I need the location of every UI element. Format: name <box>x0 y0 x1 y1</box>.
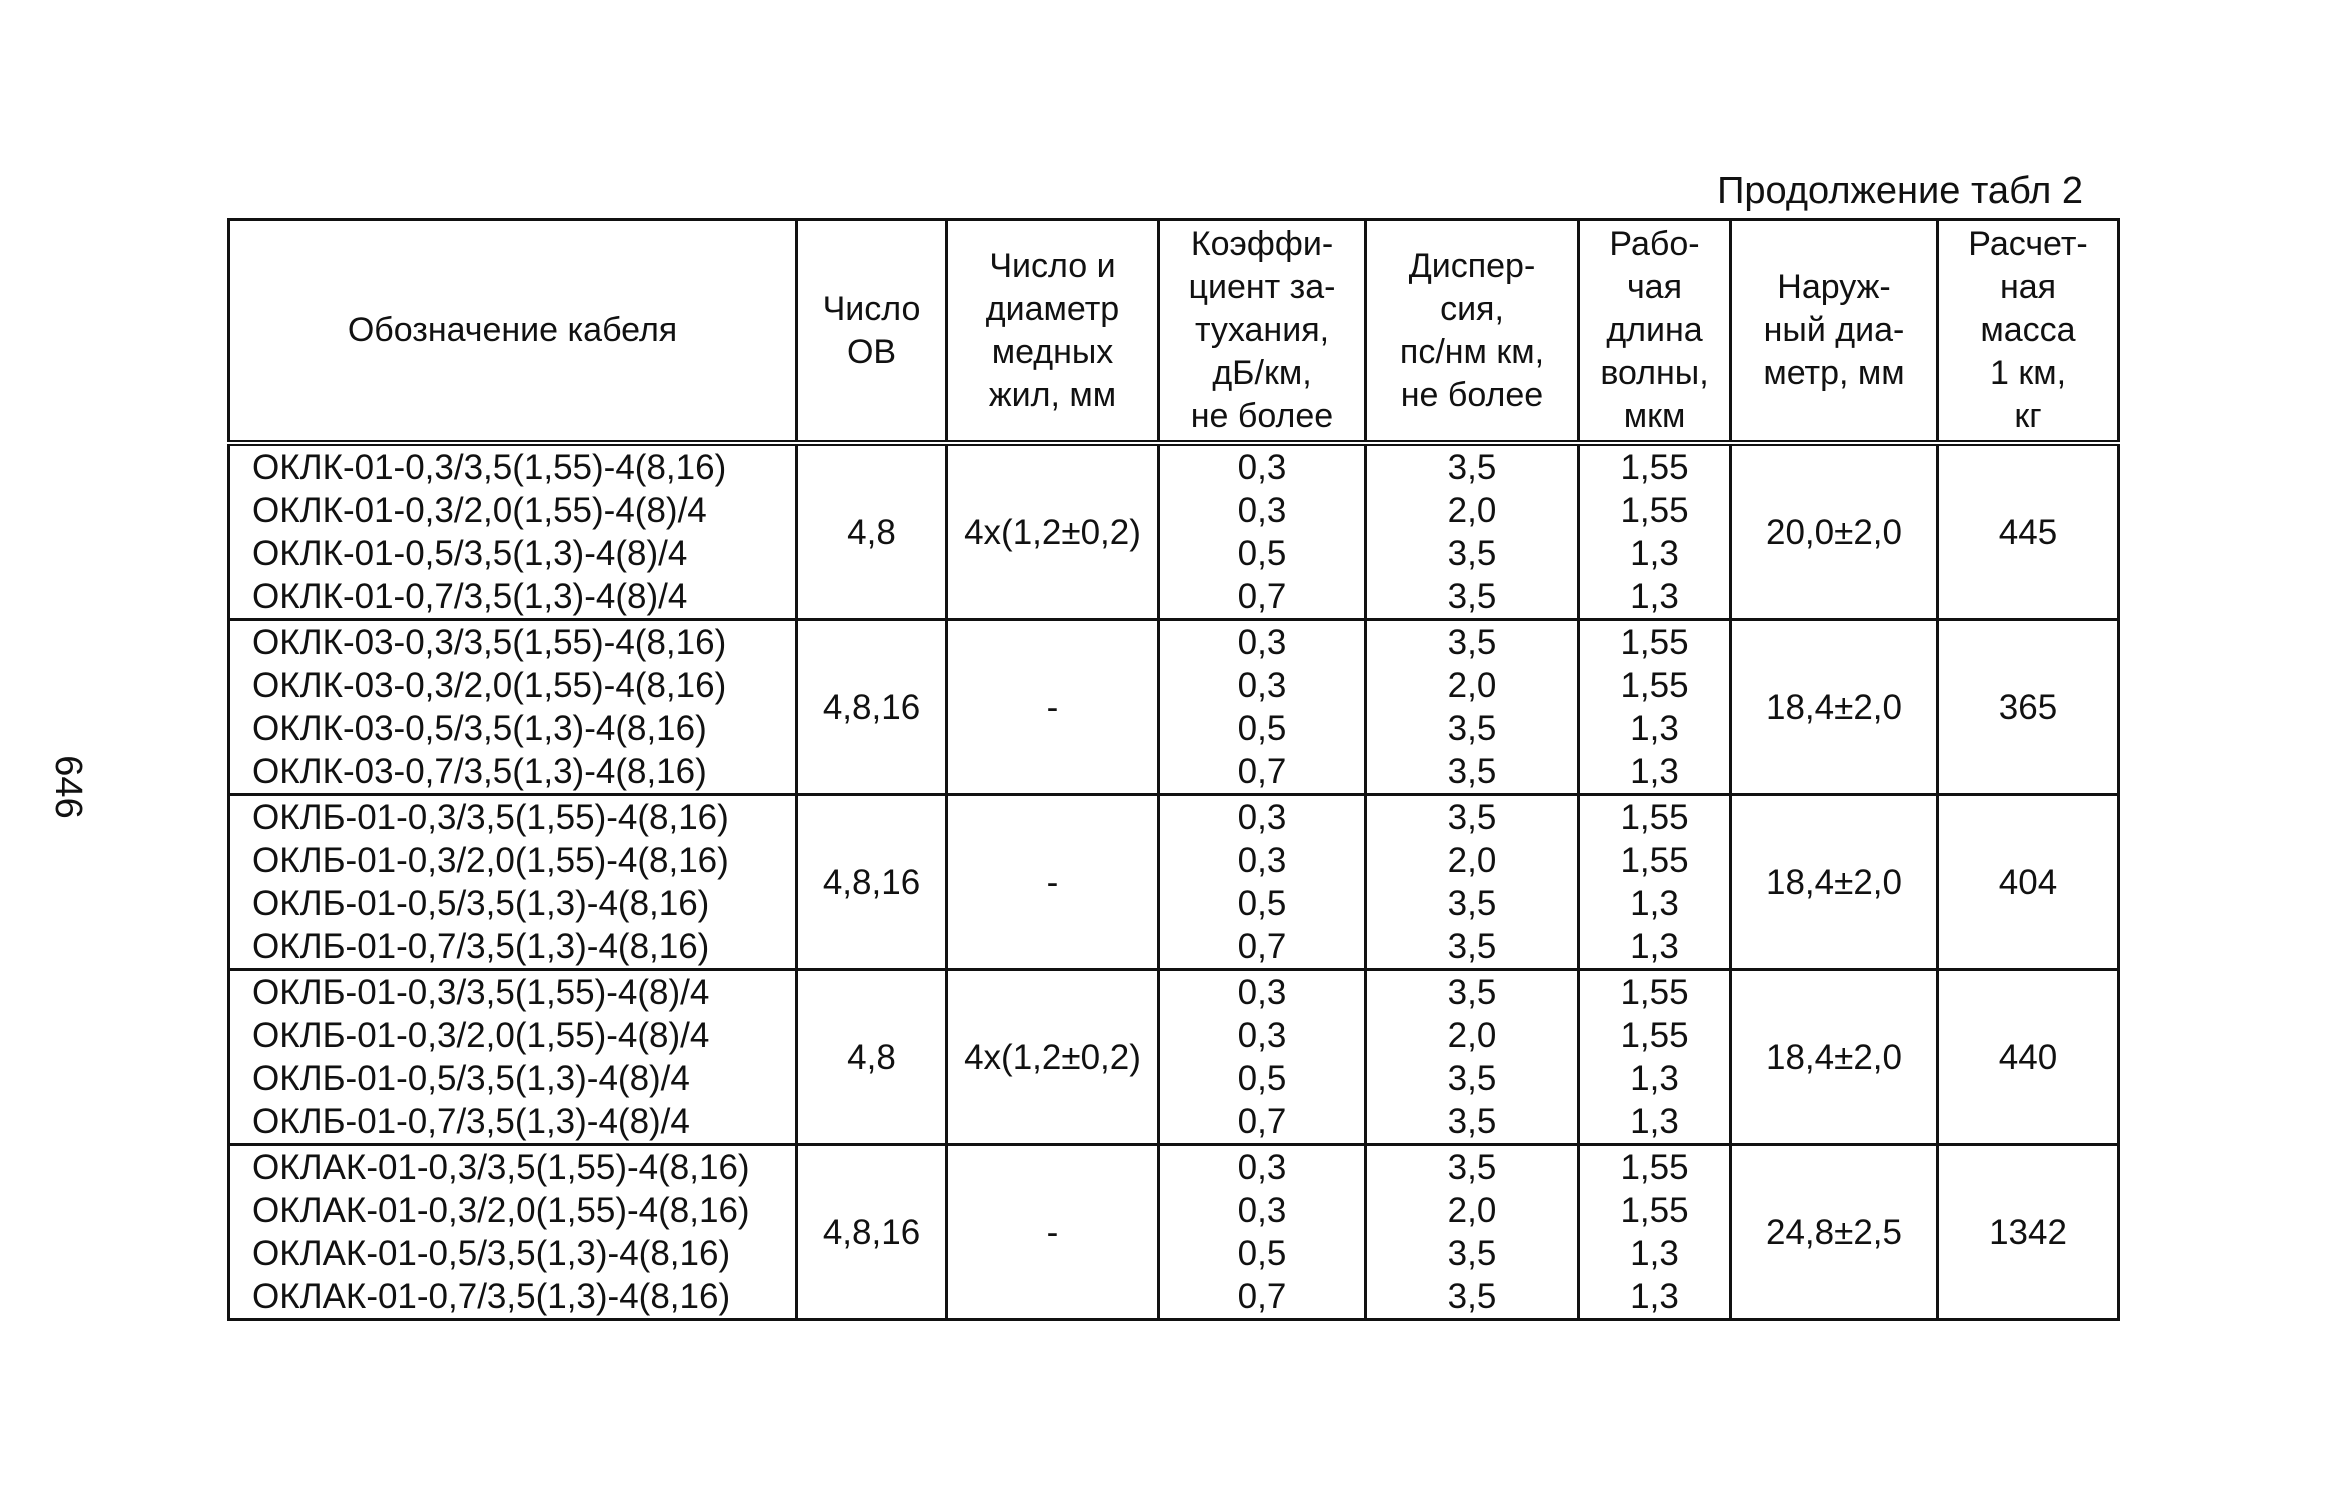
dispersion-value: 3,5 <box>1447 884 1497 923</box>
header-line: Рабо- <box>1609 225 1700 263</box>
attenuation-value: 0,7 <box>1237 1277 1287 1316</box>
copper-cell: - <box>947 795 1159 970</box>
header-mass <box>1938 220 2119 444</box>
cable-designation: ОКЛК-01-0,3/2,0(1,55)-4(8)/4 <box>252 491 707 530</box>
header-outer-diameter <box>1731 220 1938 444</box>
attenuation-value: 0,7 <box>1237 577 1287 616</box>
cable-designation: ОКЛБ-01-0,5/3,5(1,3)-4(8)/4 <box>252 1059 690 1098</box>
header-dispersion <box>1366 220 1579 444</box>
header-line: не более <box>1400 375 1544 414</box>
dispersion-value: 3,5 <box>1447 709 1497 748</box>
cable-designation-cell <box>229 443 797 620</box>
wavelength-cell <box>1579 795 1731 970</box>
outer-diameter-cell: 18,4±2,0 <box>1731 795 1938 970</box>
dispersion-value: 2,0 <box>1447 666 1497 705</box>
header-row <box>229 220 2119 444</box>
table-row <box>229 620 2119 795</box>
attenuation-value: 0,3 <box>1237 491 1287 530</box>
mass-cell: 445 <box>1938 443 2119 620</box>
header-line: ная <box>1999 268 2057 306</box>
dispersion-value: 3,5 <box>1447 577 1497 616</box>
attenuation-value: 0,3 <box>1237 1016 1287 1055</box>
cable-designation: ОКЛАК-01-0,5/3,5(1,3)-4(8,16) <box>252 1234 731 1273</box>
header-attenuation <box>1159 220 1366 444</box>
table-row <box>229 443 2119 620</box>
copper-cell: - <box>947 1145 1159 1320</box>
header-line: дБ/км, <box>1212 354 1312 392</box>
header-fiber-count <box>797 220 947 444</box>
mass-cell: 440 <box>1938 970 2119 1145</box>
cable-designation: ОКЛБ-01-0,5/3,5(1,3)-4(8,16) <box>252 884 710 923</box>
cable-designation: ОКЛК-03-0,5/3,5(1,3)-4(8,16) <box>252 709 707 748</box>
wavelength-value: 1,3 <box>1630 709 1679 748</box>
header-line: Обозначение кабеля <box>347 311 678 349</box>
cable-designation: ОКЛК-01-0,3/3,5(1,55)-4(8,16) <box>252 448 727 487</box>
attenuation-value: 0,3 <box>1237 666 1287 705</box>
cable-designation: ОКЛК-03-0,7/3,5(1,3)-4(8,16) <box>252 752 707 791</box>
wavelength-value: 1,3 <box>1630 927 1679 966</box>
wavelength-value: 1,55 <box>1620 623 1689 662</box>
copper-cell: 4х(1,2±0,2) <box>947 970 1159 1145</box>
fiber-count-cell: 4,8,16 <box>797 620 947 795</box>
header-line: жил, мм <box>988 375 1117 414</box>
header-line: 1 км, <box>1989 354 2067 392</box>
header-line: Расчет- <box>1968 225 2088 263</box>
dispersion-value: 3,5 <box>1447 752 1497 791</box>
dispersion-value: 2,0 <box>1447 1191 1497 1230</box>
outer-diameter-cell: 18,4±2,0 <box>1731 620 1938 795</box>
dispersion-cell <box>1366 795 1579 970</box>
header-copper <box>947 220 1159 444</box>
outer-diameter-cell: 18,4±2,0 <box>1731 970 1938 1145</box>
attenuation-value: 0,3 <box>1237 1148 1287 1187</box>
table-caption: Продолжение табл 2 <box>1717 170 2083 212</box>
dispersion-value: 2,0 <box>1447 841 1497 880</box>
cable-designation: ОКЛБ-01-0,7/3,5(1,3)-4(8)/4 <box>252 1102 690 1141</box>
header-designation <box>229 220 797 444</box>
header-line: не более <box>1190 397 1334 435</box>
attenuation-value: 0,5 <box>1237 884 1287 923</box>
attenuation-value: 0,5 <box>1237 709 1287 748</box>
outer-diameter-cell: 20,0±2,0 <box>1731 443 1938 620</box>
header-line: Коэффи- <box>1190 225 1334 263</box>
attenuation-cell <box>1159 970 1366 1145</box>
wavelength-value: 1,55 <box>1620 1148 1689 1187</box>
table-row <box>229 1145 2119 1320</box>
mass-cell: 404 <box>1938 795 2119 970</box>
wavelength-value: 1,55 <box>1620 1191 1689 1230</box>
attenuation-value: 0,3 <box>1237 623 1287 662</box>
wavelength-value: 1,55 <box>1620 491 1689 530</box>
attenuation-value: 0,3 <box>1237 1191 1287 1230</box>
dispersion-value: 3,5 <box>1447 448 1497 487</box>
attenuation-value: 0,3 <box>1237 448 1287 487</box>
cable-designation: ОКЛБ-01-0,3/3,5(1,55)-4(8,16) <box>252 798 729 837</box>
cable-spec-table <box>227 218 2120 1321</box>
dispersion-value: 3,5 <box>1447 534 1497 573</box>
wavelength-value: 1,3 <box>1630 1277 1679 1316</box>
header-wavelength <box>1579 220 1731 444</box>
mass-cell: 1342 <box>1938 1145 2119 1320</box>
copper-cell: 4х(1,2±0,2) <box>947 443 1159 620</box>
cable-designation-cell <box>229 1145 797 1320</box>
attenuation-value: 0,5 <box>1237 534 1287 573</box>
table-row <box>229 970 2119 1145</box>
dispersion-value: 3,5 <box>1447 1059 1497 1098</box>
table-row <box>229 795 2119 970</box>
header-line: мкм <box>1623 397 1686 435</box>
dispersion-value: 3,5 <box>1447 927 1497 966</box>
cable-designation-cell <box>229 620 797 795</box>
cable-designation: ОКЛАК-01-0,3/3,5(1,55)-4(8,16) <box>252 1148 750 1187</box>
attenuation-value: 0,3 <box>1237 973 1287 1012</box>
attenuation-cell <box>1159 443 1366 620</box>
header-line: ный диа- <box>1763 311 1905 349</box>
outer-diameter-cell: 24,8±2,5 <box>1731 1145 1938 1320</box>
wavelength-value: 1,3 <box>1630 884 1679 923</box>
header-line: Число <box>822 289 921 328</box>
copper-cell: - <box>947 620 1159 795</box>
header-line: медных <box>991 332 1114 371</box>
dispersion-cell <box>1366 970 1579 1145</box>
header-line: кг <box>2014 397 2042 435</box>
attenuation-value: 0,5 <box>1237 1059 1287 1098</box>
wavelength-value: 1,55 <box>1620 973 1689 1012</box>
dispersion-value: 3,5 <box>1447 623 1497 662</box>
dispersion-cell <box>1366 443 1579 620</box>
dispersion-value: 3,5 <box>1447 1148 1497 1187</box>
attenuation-value: 0,3 <box>1237 798 1287 837</box>
attenuation-value: 0,3 <box>1237 841 1287 880</box>
attenuation-cell <box>1159 795 1366 970</box>
wavelength-value: 1,3 <box>1630 1102 1679 1141</box>
wavelength-value: 1,3 <box>1630 752 1679 791</box>
cable-designation: ОКЛК-01-0,7/3,5(1,3)-4(8)/4 <box>252 577 688 616</box>
header-line: диаметр <box>985 289 1120 328</box>
header-line: длина <box>1606 311 1703 349</box>
attenuation-cell <box>1159 620 1366 795</box>
cable-designation: ОКЛК-01-0,5/3,5(1,3)-4(8)/4 <box>252 534 688 573</box>
header-line: Число и <box>989 246 1116 285</box>
header-line: тухания, <box>1194 311 1330 349</box>
wavelength-value: 1,55 <box>1620 666 1689 705</box>
cable-designation: ОКЛБ-01-0,3/3,5(1,55)-4(8)/4 <box>252 973 710 1012</box>
dispersion-value: 3,5 <box>1447 1102 1497 1141</box>
wavelength-cell <box>1579 620 1731 795</box>
dispersion-value: 3,5 <box>1447 1277 1497 1316</box>
header-line: сия, <box>1440 289 1504 328</box>
attenuation-value: 0,7 <box>1237 927 1287 966</box>
dispersion-value: 2,0 <box>1447 1016 1497 1055</box>
header-line: Наруж- <box>1777 268 1891 306</box>
cable-designation: ОКЛК-03-0,3/2,0(1,55)-4(8,16) <box>252 666 727 705</box>
header-line: Диспер- <box>1408 246 1536 285</box>
dispersion-value: 2,0 <box>1447 491 1497 530</box>
page-number: 646 <box>47 755 89 819</box>
cable-designation: ОКЛАК-01-0,3/2,0(1,55)-4(8,16) <box>252 1191 750 1230</box>
header-line: чая <box>1626 268 1683 306</box>
cable-designation: ОКЛБ-01-0,3/2,0(1,55)-4(8,16) <box>252 841 729 880</box>
header-line: пс/нм км, <box>1399 332 1545 371</box>
dispersion-cell <box>1366 620 1579 795</box>
wavelength-value: 1,3 <box>1630 534 1679 573</box>
wavelength-value: 1,55 <box>1620 448 1689 487</box>
cable-designation: ОКЛАК-01-0,7/3,5(1,3)-4(8,16) <box>252 1277 731 1316</box>
dispersion-value: 3,5 <box>1447 798 1497 837</box>
wavelength-value: 1,55 <box>1620 1016 1689 1055</box>
wavelength-value: 1,3 <box>1630 577 1679 616</box>
wavelength-cell <box>1579 1145 1731 1320</box>
dispersion-value: 3,5 <box>1447 973 1497 1012</box>
cable-designation: ОКЛБ-01-0,3/2,0(1,55)-4(8)/4 <box>252 1016 710 1055</box>
attenuation-value: 0,7 <box>1237 1102 1287 1141</box>
dispersion-value: 3,5 <box>1447 1234 1497 1273</box>
dispersion-cell <box>1366 1145 1579 1320</box>
header-line: волны, <box>1600 354 1709 392</box>
header-line: циент за- <box>1188 268 1336 306</box>
attenuation-value: 0,7 <box>1237 752 1287 791</box>
fiber-count-cell: 4,8,16 <box>797 795 947 970</box>
cable-designation: ОКЛБ-01-0,7/3,5(1,3)-4(8,16) <box>252 927 710 966</box>
attenuation-value: 0,5 <box>1237 1234 1287 1273</box>
fiber-count-cell: 4,8 <box>797 970 947 1145</box>
wavelength-cell <box>1579 970 1731 1145</box>
fiber-count-cell: 4,8,16 <box>797 1145 947 1320</box>
fiber-count-cell: 4,8 <box>797 443 947 620</box>
mass-cell: 365 <box>1938 620 2119 795</box>
cable-designation: ОКЛК-03-0,3/3,5(1,55)-4(8,16) <box>252 623 727 662</box>
cable-designation-cell <box>229 795 797 970</box>
header-line: метр, мм <box>1763 354 1905 392</box>
header-line: масса <box>1980 311 2076 349</box>
cable-designation-cell <box>229 970 797 1145</box>
wavelength-cell <box>1579 443 1731 620</box>
wavelength-value: 1,3 <box>1630 1234 1679 1273</box>
wavelength-value: 1,55 <box>1620 841 1689 880</box>
wavelength-value: 1,3 <box>1630 1059 1679 1098</box>
wavelength-value: 1,55 <box>1620 798 1689 837</box>
attenuation-cell <box>1159 1145 1366 1320</box>
header-line: ОВ <box>846 332 897 371</box>
